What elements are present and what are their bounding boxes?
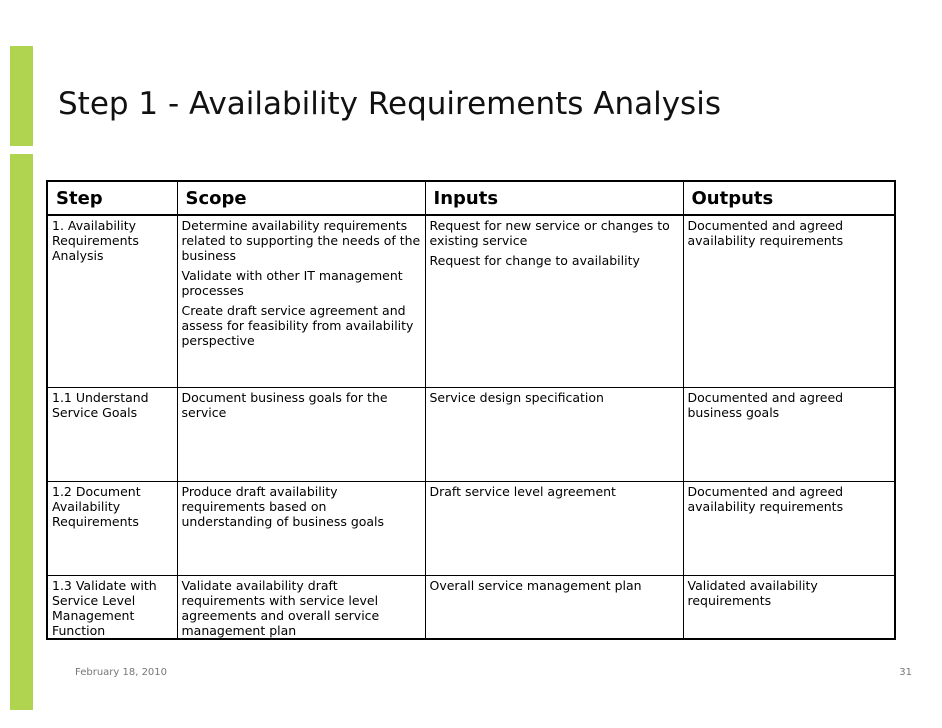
row-scope-cell [177, 387, 425, 481]
scope-text: Document business goals for the service [181, 389, 388, 420]
slide-title: Step 1 - Availability Requirements Analysis [58, 86, 721, 122]
row-step-cell: 1.3 Validate with Service Level Management Function [47, 575, 177, 639]
header-outputs: Outputs [683, 181, 895, 215]
header-step: Step [47, 181, 177, 215]
accent-bar-bottom [10, 154, 33, 710]
row-outputs-cell: Validated availability requirements [683, 575, 895, 639]
scope-text: Produce draft availability requirements based on understanding of business goals [181, 483, 385, 529]
row-scope-cell [177, 575, 425, 639]
scope-text: Determine availability requirements related to supporting the needs of the business [181, 218, 421, 263]
table-row [47, 215, 895, 387]
row-scope-cell [177, 481, 425, 575]
inputs-text: Service design specification [429, 389, 604, 405]
inputs-text: Overall service management plan [429, 577, 642, 593]
table-row [47, 575, 895, 639]
scope-text: Validate with other IT management processes [181, 268, 403, 298]
row-outputs-cell: Documented and agreed availability requirements [683, 481, 895, 575]
row-outputs-cell: Documented and agreed availability requirements [683, 215, 895, 387]
scope-text: Validate availability draft requirements with service level agreements and overall service management plan [181, 577, 380, 638]
requirements-table [46, 180, 896, 640]
row-inputs-cell [425, 575, 683, 639]
header-inputs: Inputs [425, 181, 683, 215]
header-scope: Scope [177, 181, 425, 215]
row-step-cell: 1.1 Understand Service Goals [47, 387, 177, 481]
accent-bar-top [10, 46, 33, 146]
inputs-text: Draft service level agreement [429, 483, 616, 499]
page-number: 31 [899, 667, 912, 678]
inputs-text: Request for change to availability [429, 253, 640, 268]
row-inputs-cell [425, 481, 683, 575]
table-row [47, 387, 895, 481]
table-header-row [47, 181, 895, 215]
row-inputs-cell [425, 215, 683, 387]
row-outputs-cell: Documented and agreed business goals [683, 387, 895, 481]
row-step-cell: 1.2 Document Availability Requirements [47, 481, 177, 575]
scope-text: Create draft service agreement and assess for feasibility from availability perspective [181, 303, 414, 348]
table-row [47, 481, 895, 575]
row-inputs-cell [425, 387, 683, 481]
inputs-text: Request for new service or changes to existing service [429, 218, 670, 248]
row-scope-cell [177, 215, 425, 387]
footer-date: February 18, 2010 [75, 667, 168, 678]
row-step-cell: 1. Availability Requirements Analysis [47, 215, 177, 387]
